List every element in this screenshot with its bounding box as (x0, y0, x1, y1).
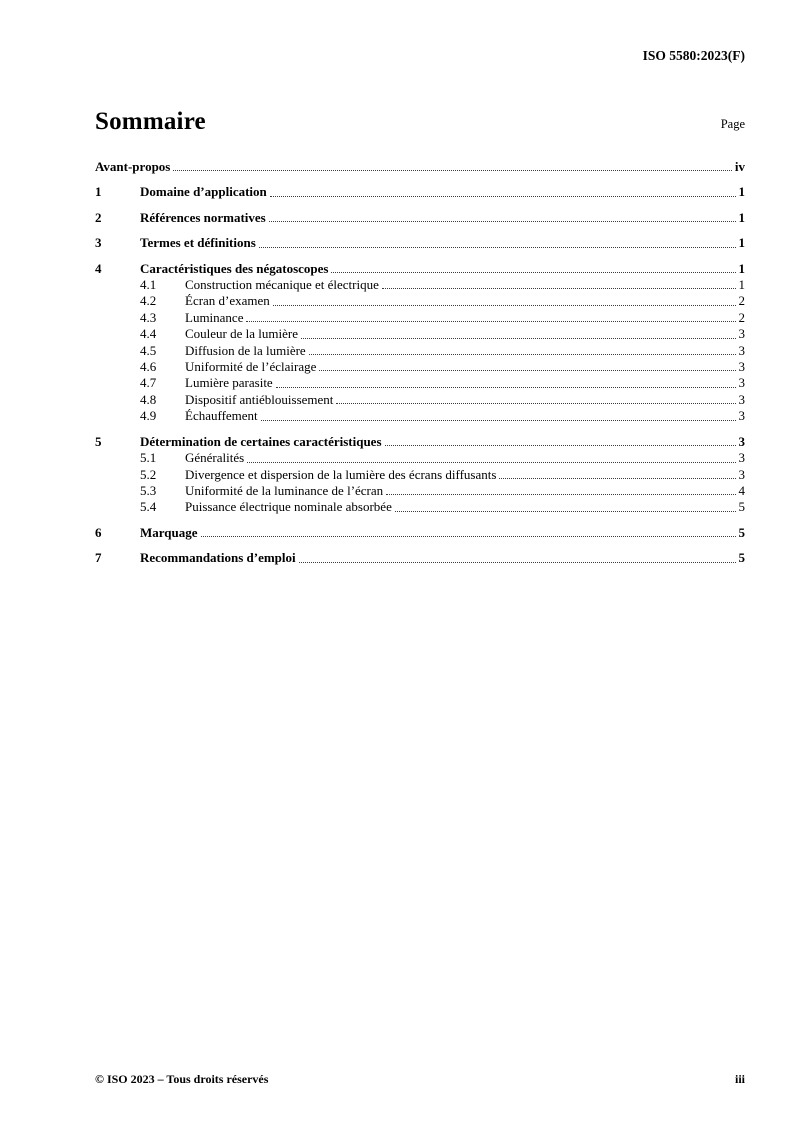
toc-entry-title: Divergence et dispersion de la lumière des écrans diffusants (185, 466, 497, 482)
toc-entry[interactable] (95, 159, 745, 175)
toc-entry-page: 3 (738, 342, 745, 358)
dot-leader-icon (331, 272, 735, 273)
toc-entry-number: 5 (95, 433, 102, 449)
toc-entry-page: 3 (738, 391, 745, 407)
toc-entry-title: Généralités (185, 450, 245, 466)
toc-entry-title: Références normatives (140, 209, 266, 225)
toc-entry-title: Dispositif antiéblouissement (185, 391, 334, 407)
toc-entry-page: 1 (738, 277, 745, 293)
footer-copyright: © ISO 2023 – Tous droits réservés (95, 1072, 269, 1086)
toc-entry-title: Uniformité de la luminance de l’écran (185, 482, 384, 498)
toc-entry-number: 4.3 (140, 309, 157, 325)
toc-entry[interactable] (95, 375, 745, 391)
dot-leader-icon (270, 196, 736, 197)
dot-leader-icon (382, 288, 736, 289)
toc-entry-title: Recommandations d’emploi (140, 550, 296, 566)
dot-leader-icon (499, 478, 735, 479)
toc-entry-title: Uniformité de l’éclairage (185, 359, 317, 375)
toc-entry-number: 4.2 (140, 293, 157, 309)
toc-entry-page: iv (734, 159, 745, 174)
toc-entry-number: 4.8 (140, 391, 157, 407)
toc-entry-page: 2 (738, 293, 745, 309)
dot-leader-icon (273, 305, 736, 306)
toc-entry-number: 4.6 (140, 359, 157, 375)
toc-entry-title: Marquage (140, 524, 198, 540)
toc-entry-page: 3 (738, 375, 745, 391)
page-column-label: Page (720, 117, 745, 131)
toc-entry-title: Écran d’examen (185, 293, 270, 309)
page-header (95, 48, 745, 64)
dot-leader-icon (309, 354, 736, 355)
toc-entry-number: 1 (95, 184, 102, 200)
toc-entry[interactable] (95, 483, 745, 499)
toc-entry-page: 1 (738, 235, 745, 251)
toc-entry-title: Construction mécanique et électrique (185, 277, 379, 293)
toc-entry-number: 4.9 (140, 408, 157, 424)
toc-entry[interactable] (95, 450, 745, 466)
dot-leader-icon (299, 562, 736, 563)
toc-entry-page: 3 (738, 408, 745, 424)
dot-leader-icon (246, 321, 735, 322)
toc-entry-title: Avant-propos (95, 159, 171, 174)
toc-entry-number: 4 (95, 260, 102, 276)
toc-entry-page: 3 (738, 450, 745, 466)
toc-entry[interactable] (95, 359, 745, 375)
toc-entry-number: 4.1 (140, 277, 157, 293)
toc-entry[interactable] (95, 261, 745, 277)
toc-entry-page: 4 (738, 482, 745, 498)
dot-leader-icon (386, 494, 735, 495)
toc-entry-title: Termes et définitions (140, 235, 256, 251)
toc-entry-title: Diffusion de la lumière (185, 342, 306, 358)
toc-entry-page: 5 (738, 499, 745, 515)
toc-entry[interactable] (95, 184, 745, 200)
toc-entry-title: Lumière parasite (185, 375, 273, 391)
toc-entry[interactable] (95, 326, 745, 342)
table-of-contents (95, 150, 745, 567)
toc-entry-title: Couleur de la lumière (185, 326, 298, 342)
toc-entry-page: 3 (738, 359, 745, 375)
toc-entry[interactable] (95, 277, 745, 293)
title-row (95, 108, 745, 136)
toc-entry[interactable] (95, 293, 745, 309)
dot-leader-icon (259, 247, 736, 248)
footer-page-number: iii (734, 1072, 745, 1086)
toc-entry-title: Puissance électrique nominale absorbée (185, 499, 392, 515)
toc-entry-number: 5.2 (140, 466, 157, 482)
dot-leader-icon (269, 221, 736, 222)
toc-entry-title: Caractéristiques des négatoscopes (140, 260, 329, 276)
dot-leader-icon (247, 462, 735, 463)
toc-entry[interactable] (95, 343, 745, 359)
dot-leader-icon (173, 170, 732, 171)
page-title: Sommaire (95, 108, 206, 135)
dot-leader-icon (276, 387, 736, 388)
dot-leader-icon (336, 403, 735, 404)
toc-entry[interactable] (95, 310, 745, 326)
page-footer (95, 1072, 745, 1087)
toc-entry-number: 5.4 (140, 499, 157, 515)
toc-entry-number: 2 (95, 209, 102, 225)
toc-entry[interactable] (95, 434, 745, 450)
toc-entry-title: Domaine d’application (140, 184, 267, 200)
toc-entry[interactable] (95, 550, 745, 566)
toc-entry-number: 4.4 (140, 326, 157, 342)
doc-reference: ISO 5580:2023(F) (642, 48, 745, 63)
toc-entry-page: 3 (738, 466, 745, 482)
toc-entry-number: 6 (95, 524, 102, 540)
toc-entry[interactable] (95, 392, 745, 408)
toc-entry-page: 1 (738, 184, 745, 200)
toc-entry-page: 1 (738, 260, 745, 276)
toc-entry-page: 3 (738, 326, 745, 342)
toc-entry-number: 4.5 (140, 342, 157, 358)
dot-leader-icon (395, 511, 736, 512)
toc-entry-number: 5.1 (140, 450, 157, 466)
dot-leader-icon (261, 420, 736, 421)
toc-entry[interactable] (95, 499, 745, 515)
toc-entry-page: 5 (738, 524, 745, 540)
toc-entry-number: 4.7 (140, 375, 157, 391)
toc-entry-title: Détermination de certaines caractéristiques (140, 433, 382, 449)
toc-entry[interactable] (95, 408, 745, 424)
toc-entry-page: 1 (738, 209, 745, 225)
dot-leader-icon (301, 338, 736, 339)
toc-entry-number: 7 (95, 550, 102, 566)
toc-entry-number: 3 (95, 235, 102, 251)
dot-leader-icon (319, 370, 735, 371)
toc-entry[interactable] (95, 467, 745, 483)
toc-entry-page: 2 (738, 309, 745, 325)
dot-leader-icon (385, 445, 736, 446)
toc-entry-title: Échauffement (185, 408, 258, 424)
toc-entry-title: Luminance (185, 309, 244, 325)
dot-leader-icon (201, 536, 736, 537)
toc-entry[interactable] (95, 235, 745, 251)
toc-entry-number: 5.3 (140, 482, 157, 498)
toc-entry-page: 5 (738, 550, 745, 566)
toc-entry[interactable] (95, 210, 745, 226)
toc-entry-page: 3 (738, 433, 745, 449)
toc-entry[interactable] (95, 525, 745, 541)
